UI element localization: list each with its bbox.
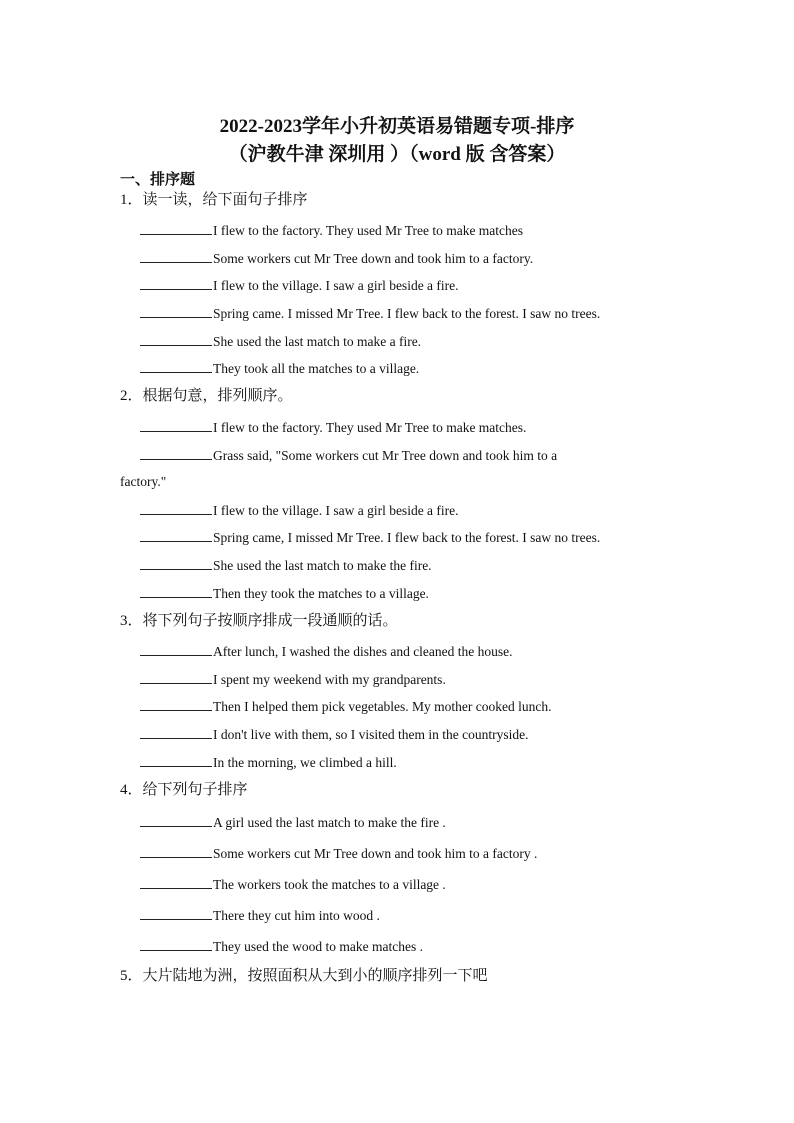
q3-item-2[interactable] xyxy=(140,670,446,689)
item-text: Spring came. I missed Mr Tree. I flew back to the forest. I saw no trees. xyxy=(213,306,601,321)
document-title-line2: （沪教牛津 深圳用 ）（word 版 含答案） xyxy=(228,144,566,165)
answer-blank[interactable] xyxy=(140,276,212,290)
answer-blank[interactable] xyxy=(140,221,212,235)
answer-blank[interactable] xyxy=(140,249,212,263)
answer-blank[interactable] xyxy=(140,359,212,373)
q2-item-5[interactable] xyxy=(140,556,432,575)
item-text: In the morning, we climbed a hill. xyxy=(213,755,397,770)
q2-item-3[interactable] xyxy=(140,501,459,520)
q2-item-1[interactable] xyxy=(140,418,526,437)
section-heading: 一、排序题 xyxy=(120,172,196,188)
item-text: There they cut him into wood . xyxy=(213,908,380,923)
answer-blank[interactable] xyxy=(140,501,212,515)
q1-item-5[interactable] xyxy=(140,332,421,351)
q3-item-5[interactable] xyxy=(140,753,397,772)
answer-blank[interactable] xyxy=(140,418,212,432)
q1-item-3[interactable] xyxy=(140,276,459,295)
q3-item-4[interactable] xyxy=(140,725,529,744)
q2-item-2[interactable] xyxy=(140,446,557,465)
q1-item-2[interactable] xyxy=(140,249,533,268)
item-text: She used the last match to make the fire. xyxy=(213,558,432,573)
answer-blank[interactable] xyxy=(140,642,212,656)
question-2-label: 2．根据句意，排列顺序。 xyxy=(120,388,293,404)
item-text: They took all the matches to a village. xyxy=(213,361,420,376)
item-text: She used the last match to make a fire. xyxy=(213,334,422,349)
answer-blank[interactable] xyxy=(140,446,212,460)
answer-blank[interactable] xyxy=(140,556,212,570)
item-text: Spring came, I missed Mr Tree. I flew back to the forest. I saw no trees. xyxy=(213,530,601,545)
answer-blank[interactable] xyxy=(140,697,212,711)
item-text: Then I helped them pick vegetables. My mother cooked lunch. xyxy=(213,699,552,714)
answer-blank[interactable] xyxy=(140,670,212,684)
answer-blank[interactable] xyxy=(140,332,212,346)
answer-blank[interactable] xyxy=(140,725,212,739)
item-text: Some workers cut Mr Tree down and took him to a factory. xyxy=(213,251,534,266)
q2-item-6[interactable] xyxy=(140,584,429,603)
q4-item-2[interactable] xyxy=(140,844,537,863)
answer-blank[interactable] xyxy=(140,937,212,951)
item-text: I flew to the village. I saw a girl beside a fire. xyxy=(213,503,459,518)
question-3-label: 3．将下列句子按顺序排成一段通顺的话。 xyxy=(120,613,398,629)
item-text: Then they took the matches to a village. xyxy=(213,586,429,601)
answer-blank[interactable] xyxy=(140,304,212,318)
question-4-label: 4．给下列句子排序 xyxy=(120,782,248,798)
answer-blank[interactable] xyxy=(140,584,212,598)
item-text: After lunch, I washed the dishes and cleaned the house. xyxy=(213,644,513,659)
document-title-line1: 2022-2023学年小升初英语易错题专项-排序 xyxy=(219,116,575,137)
q4-item-1[interactable] xyxy=(140,813,446,832)
question-1-label: 1．读一读，给下面句子排序 xyxy=(120,192,308,208)
q2-item-2-continuation: factory." xyxy=(120,474,167,489)
q3-item-3[interactable] xyxy=(140,697,552,716)
q4-item-3[interactable] xyxy=(140,875,446,894)
answer-blank[interactable] xyxy=(140,528,212,542)
item-text: I flew to the factory. They used Mr Tree to make matches xyxy=(213,223,524,238)
answer-blank[interactable] xyxy=(140,753,212,767)
answer-blank[interactable] xyxy=(140,813,212,827)
question-5-label: 5．大片陆地为洲，按照面积从大到小的顺序排列一下吧 xyxy=(120,968,488,984)
item-text: I flew to the village. I saw a girl beside a fire. xyxy=(213,278,459,293)
q4-item-5[interactable] xyxy=(140,937,423,956)
answer-blank[interactable] xyxy=(140,844,212,858)
item-text: I flew to the factory. They used Mr Tree to make matches. xyxy=(213,420,527,435)
item-text: They used the wood to make matches . xyxy=(213,939,423,954)
q4-item-4[interactable] xyxy=(140,906,380,925)
q1-item-6[interactable] xyxy=(140,359,419,378)
q2-item-4[interactable] xyxy=(140,528,600,547)
item-text: Grass said, "Some workers cut Mr Tree down and took him to a xyxy=(213,448,558,463)
q1-item-1[interactable] xyxy=(140,221,523,240)
item-text: I don't live with them, so I visited them in the countryside. xyxy=(213,727,529,742)
item-text: I spent my weekend with my grandparents. xyxy=(213,672,446,687)
answer-blank[interactable] xyxy=(140,906,212,920)
q3-item-1[interactable] xyxy=(140,642,513,661)
q1-item-4[interactable] xyxy=(140,304,600,323)
answer-blank[interactable] xyxy=(140,875,212,889)
item-text: A girl used the last match to make the fire . xyxy=(213,815,446,830)
item-text: The workers took the matches to a village . xyxy=(213,877,446,892)
item-text: Some workers cut Mr Tree down and took him to a factory . xyxy=(213,846,538,861)
